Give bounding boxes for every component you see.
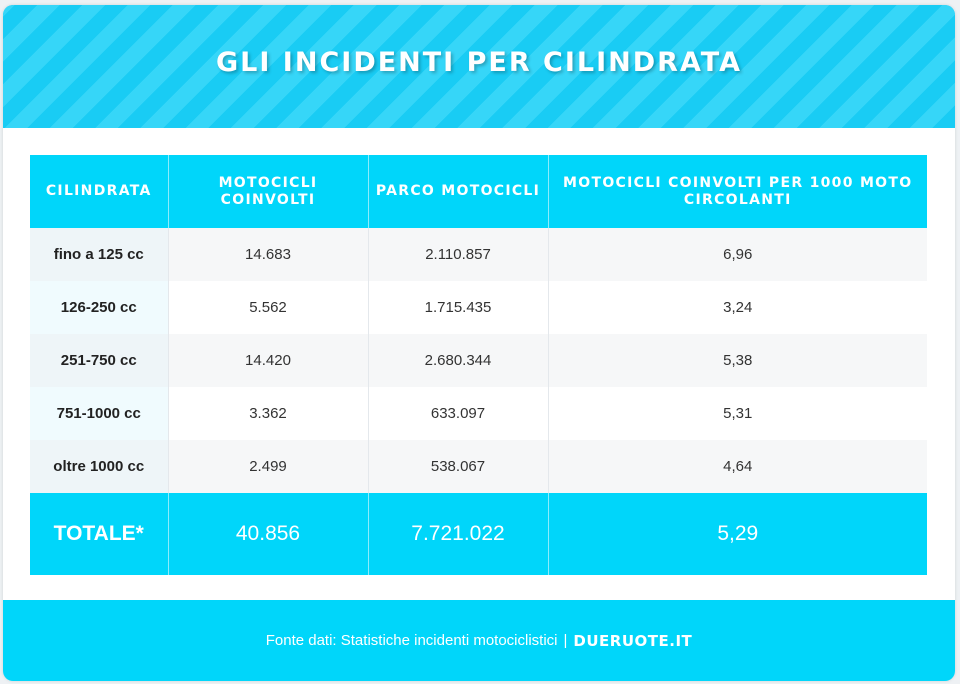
cell-parco: 2.110.857 [368, 228, 548, 281]
accidents-table [30, 155, 927, 575]
footer-bar [3, 600, 955, 681]
table-row [30, 281, 927, 334]
cell-parco: 2.680.344 [368, 334, 548, 387]
cell-per-1000: 5,38 [548, 334, 927, 387]
cell-parco: 1.715.435 [368, 281, 548, 334]
cell-parco: 538.067 [368, 440, 548, 493]
column-header-cilindrata: CILINDRATA [30, 155, 168, 228]
cell-coinvolti: 3.362 [168, 387, 368, 440]
cell-cilindrata: fino a 125 cc [30, 228, 168, 281]
table-row [30, 334, 927, 387]
cell-cilindrata: 126-250 cc [30, 281, 168, 334]
cell-per-1000: 6,96 [548, 228, 927, 281]
footer-source-text: Fonte dati: Statistiche incidenti motociclistici [265, 632, 558, 649]
cell-per-1000: 3,24 [548, 281, 927, 334]
cell-parco: 633.097 [368, 387, 548, 440]
column-header-per-1000: MOTOCICLI COINVOLTI PER 1000 MOTO CIRCOLANTI [548, 155, 927, 228]
cell-coinvolti: 14.420 [168, 334, 368, 387]
page-title: GLI INCIDENTI PER CILINDRATA [216, 47, 742, 78]
total-parco: 7.721.022 [368, 493, 548, 575]
cell-per-1000: 4,64 [548, 440, 927, 493]
infographic-card [3, 5, 955, 681]
footer-brand: DUERUOTE.IT [573, 631, 693, 650]
footer-separator: | [563, 632, 568, 649]
cell-cilindrata: 751-1000 cc [30, 387, 168, 440]
cell-coinvolti: 5.562 [168, 281, 368, 334]
table-row [30, 440, 927, 493]
column-header-parco: PARCO MOTOCICLI [368, 155, 548, 228]
total-label: TOTALE* [30, 493, 168, 575]
cell-coinvolti: 14.683 [168, 228, 368, 281]
cell-coinvolti: 2.499 [168, 440, 368, 493]
table-row [30, 387, 927, 440]
table-header-row [30, 155, 927, 228]
total-row [30, 493, 927, 575]
header-banner [3, 5, 955, 128]
cell-cilindrata: 251-750 cc [30, 334, 168, 387]
total-per-1000: 5,29 [548, 493, 927, 575]
total-coinvolti: 40.856 [168, 493, 368, 575]
table-row [30, 228, 927, 281]
cell-cilindrata: oltre 1000 cc [30, 440, 168, 493]
column-header-coinvolti: MOTOCICLI COINVOLTI [168, 155, 368, 228]
cell-per-1000: 5,31 [548, 387, 927, 440]
